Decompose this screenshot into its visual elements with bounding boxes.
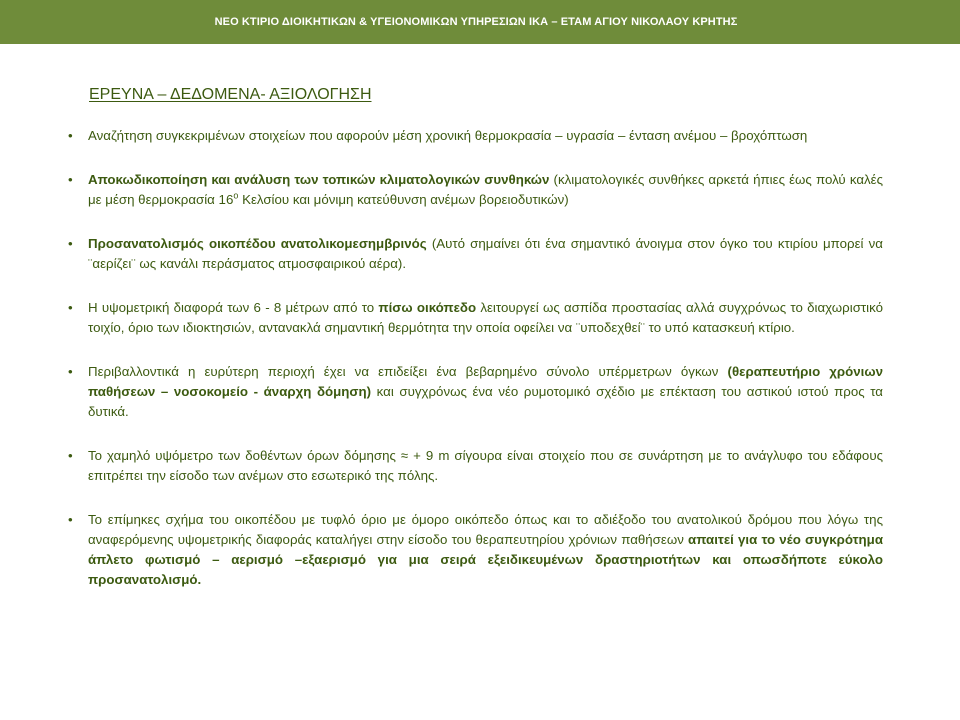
list-item [68, 298, 883, 338]
list-item [68, 126, 883, 146]
header-banner [0, 0, 960, 44]
item-text: Αναζήτηση συγκεκριμένων στοιχείων που αφορούν μέση χρονική θερμοκρασία – υγρασία – ένταση ανέμου – βροχόπτωση [88, 128, 808, 143]
bullet-icon: • [68, 128, 73, 143]
item-text: Κελσίου και μόνιμη κατεύθυνση ανέμων βορειοδυτικών) [238, 192, 569, 207]
banner-title: ΝΕΟ ΚΤΙΡΙΟ ΔΙΟΙΚΗΤΙΚΩΝ & ΥΓΕΙΟΝΟΜΙΚΩΝ ΥΠΗΡΕΣΙΩΝ ΙΚΑ – ΕΤΑΜ ΑΓΙΟΥ ΝΙΚΟΛΑΟΥ ΚΡΗΤΗΣ [214, 16, 738, 28]
emphasized-text: (θεραπευτήριο χρόνιων παθήσεων – νοσοκομείο - άναρχη δόμηση) [88, 364, 883, 399]
item-text: Η υψομετρική διαφορά των 6 - 8 μέτρων από το [88, 300, 379, 315]
emphasized-text: πίσω οικόπεδο [378, 300, 477, 315]
item-text: Περιβαλλοντικά η ευρύτερη περιοχή έχει να επιδείξει ένα βεβαρημένο σύνολο υπέρμετρων όγκων [88, 364, 728, 379]
list-item [68, 446, 883, 486]
emphasized-text: Προσανατολισμός οικοπέδου ανατολικομεσημβρινός [88, 236, 427, 251]
bullet-icon: • [68, 512, 73, 527]
item-text: και συγχρόνως ένα νέο ρυμοτομικό σχέδιο με επέκταση του αστικού ιστού προς τα δυτικά. [88, 384, 883, 419]
item-text: (Αυτό σημαίνει ότι ένα σημαντικό άνοιγμα στον όγκο του κτιρίου μπορεί να ¨αερίζει¨ ως κανάλι περάσματος ατμοσφαιρικού αέρα). [88, 236, 883, 271]
emphasized-text: απαιτεί για το νέο συγκρότημα άπλετο φωτισμό – αερισμό –εξαερισμό για μια σειρά εξειδικευμένων δραστηριοτήτων και οπωσδήποτε εύκολο προσανατολισμό. [88, 532, 883, 587]
list-item [68, 510, 883, 590]
superscript-text: ο [233, 190, 239, 201]
list-item [68, 234, 883, 274]
item-text: λειτουργεί ως ασπίδα προστασίας αλλά συγχρόνως το διαχωριστικό τοιχίο, όριο των ιδιοκτησιών, αντανακλά σημαντική θερμότητα την οποία οφείλει να ¨υποδεχθεί¨ το υπό κατασκευή κτίριο. [88, 300, 883, 335]
item-text: Το χαμηλό υψόμετρο των δοθέντων όρων δόμησης ≈ + 9 m σίγουρα είναι στοιχείο που σε συνάρτηση με το ανάγλυφο του εδάφους επιτρέπει την είσοδο των ανέμων στο εσωτερικό της πόλης. [88, 448, 883, 483]
bullet-icon: • [68, 448, 73, 463]
bullet-icon: • [68, 300, 73, 315]
item-text: (κλιματολογικές συνθήκες αρκετά ήπιες έως πολύ καλές με μέση θερμοκρασία 16 [88, 172, 883, 207]
item-text: Το επίμηκες σχήμα του οικοπέδου με τυφλό όριο με όμορο οικόπεδο όπως και το αδιέξοδο του ανατολικού δρόμου που λόγω της αναφερόμενης υψομετρικής διαφοράς καταλήγει στην είσοδο του θεραπευτηρίου χρόνιων παθήσεων [88, 512, 883, 547]
list-item [68, 170, 883, 210]
list-item [68, 362, 883, 422]
section-title: ΕΡΕΥΝΑ – ΔΕΔΟΜΕΝΑ- ΑΞΙΟΛΟΓΗΣΗ [89, 86, 372, 103]
bullet-icon: • [68, 364, 73, 379]
emphasized-text: Αποκωδικοποίηση και ανάλυση των τοπικών κλιματολογικών συνθηκών [88, 172, 550, 187]
bullet-list [68, 126, 883, 590]
bullet-icon: • [68, 236, 73, 251]
bullet-icon: • [68, 172, 73, 187]
